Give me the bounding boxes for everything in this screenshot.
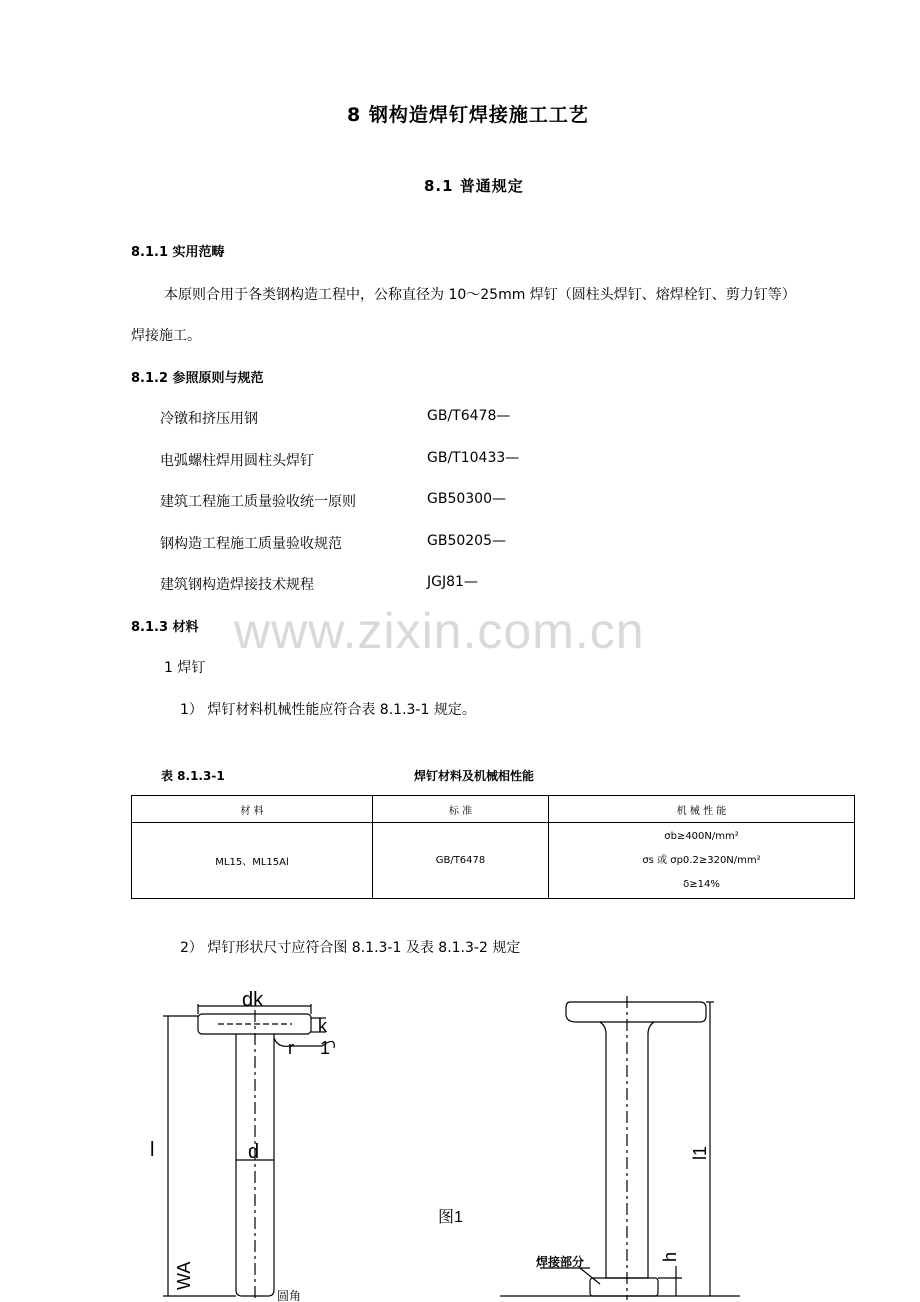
table-header-cell: 标 准 [373, 796, 549, 823]
property-yield: σs 或 σp0.2≥320N/mm² [642, 854, 761, 866]
reference-code: GB/T10433— [427, 450, 520, 466]
paragraph-scope-line1: 本原则合用于各类钢构造工程中，公称直径为 10～25mm 焊钉（圆柱头焊钉、熔焊栓钉、剪力钉等） [164, 287, 796, 303]
document-title: 8 钢构造焊钉焊接施工工艺 [347, 104, 589, 126]
reference-name: 冷镦和挤压用钢 [160, 411, 258, 427]
property-elongation: δ≥14% [683, 878, 720, 890]
reference-code: GB50300— [427, 491, 506, 507]
figure-number-label: 图1 [438, 1209, 463, 1226]
one-label: 1 [320, 1038, 331, 1058]
reference-code: GB/T6478— [427, 408, 511, 424]
r-label: r [288, 1038, 294, 1058]
corner-label: 圆角 [277, 1289, 302, 1302]
reference-code: GB50205— [427, 533, 506, 549]
property-tensile: σb≥400N/mm² [664, 830, 739, 842]
d-label: d [248, 1141, 260, 1163]
table-caption: 焊钉材料及机械相性能 [414, 769, 535, 783]
table-label: 表 8.1.3-1 [161, 769, 225, 783]
table-header-cell: 机 械 性 能 [549, 796, 855, 823]
weld-collar [590, 1278, 658, 1296]
list-subitem-2: 2） 焊钉形状尺寸应符合图 8.1.3-1 及表 8.1.3-2 规定 [180, 940, 521, 956]
section-heading: 8.1 普通规定 [424, 177, 524, 195]
watermark: www.zixin.com.cn [234, 603, 645, 659]
table-header-cell: 材 料 [132, 796, 373, 823]
reference-name: 建筑工程施工质量验收统一原则 [160, 494, 356, 510]
weld-part-label: 焊接部分 [536, 1255, 585, 1269]
reference-name: 电弧螺柱焊用圆柱头焊钉 [160, 453, 314, 469]
l-label: l [150, 1139, 155, 1161]
wa-label: WA [174, 1261, 194, 1290]
reference-name: 建筑钢构造焊接技术规程 [160, 577, 314, 593]
k-label: k [318, 1016, 327, 1036]
h-label: h [660, 1251, 680, 1262]
standard-cell: GB/T6478 [373, 823, 549, 899]
paragraph-scope-line2: 焊接施工。 [131, 328, 201, 344]
reference-name: 钢构造工程施工质量验收规范 [160, 536, 342, 552]
material-cell: ML15、ML15Al [132, 823, 373, 899]
l1-label: l1 [690, 1145, 710, 1160]
dk-label: dk [242, 989, 264, 1011]
list-item-stud: 1 焊钉 [164, 660, 206, 676]
stud-head-outline-right [566, 1002, 706, 1022]
subsection-heading-812: 8.1.2 参照原则与规范 [131, 371, 264, 386]
list-subitem-1: 1） 焊钉材料机械性能应符合表 8.1.3-1 规定。 [180, 702, 476, 718]
subsection-heading-813: 8.1.3 材料 [131, 620, 199, 635]
reference-code: JGJ81— [427, 574, 478, 590]
subsection-heading-811: 8.1.1 实用范畴 [131, 245, 225, 260]
